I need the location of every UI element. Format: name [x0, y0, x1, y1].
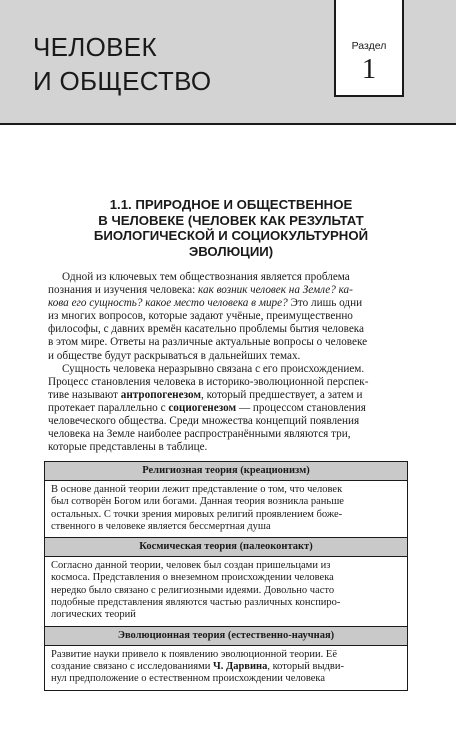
table-cell-cosmic: [45, 557, 407, 626]
cell-line: [51, 661, 401, 673]
cell-line: ственного в человеке является бессмертная душа: [51, 520, 271, 532]
italic-question: как возник человек на Земле? ка-: [198, 284, 353, 297]
text-run: создание связано с исследованиями: [51, 660, 214, 672]
text-run: , который выдви-: [267, 660, 344, 672]
paragraph-line: [48, 297, 408, 310]
paragraph-line: [48, 389, 408, 402]
cell-line: нул предположение о естественном происхождении человека: [51, 673, 326, 685]
theories-table: [44, 461, 408, 691]
cell-line: логических теорий: [51, 609, 136, 621]
paragraph-line: Сущность человека неразрывно связана с его происхождением.: [62, 362, 365, 375]
cell-line: Развитие науки привело к появлению эволюционной теории. Её: [51, 648, 337, 660]
paragraph-line: человека на Земле наиболее распространёнными являются три,: [48, 428, 351, 441]
cell-line: подобные представления являются частью различных конспиро-: [51, 597, 341, 609]
table-header-evolutionary: Эволюционная теория (естественно-научная): [45, 627, 407, 646]
cell-line: остальных. С точки зрения мировых религий проявлением боже-: [51, 508, 343, 520]
paragraph-line: Одной из ключевых тем обществознания является проблема: [62, 271, 350, 283]
cell-line: В основе данной теории лежит представление о том, что человек: [51, 484, 343, 495]
section-label: Раздел: [351, 40, 387, 52]
text-run: , который предшествует, а затем и: [201, 388, 363, 401]
cell-line: был сотворён Богом или богами. Данная теория возникла раньше: [51, 496, 344, 508]
heading-line: В ЧЕЛОВЕКЕ (ЧЕЛОВЕК КАК РЕЗУЛЬТАТ: [98, 212, 364, 228]
text-run: Это лишь одни: [287, 297, 363, 310]
cell-line: нередко было связано с религиозными идеями. Довольно часто: [51, 584, 335, 596]
section-tab: [334, 0, 404, 97]
table-header-religious: Религиозная теория (креационизм): [45, 462, 407, 481]
term-anthropogenesis: антропогенезом: [120, 388, 202, 401]
chapter-header: [0, 0, 456, 125]
heading-line: 1.1. ПРИРОДНОЕ И ОБЩЕСТВЕННОЕ: [109, 197, 353, 212]
text-run: — процессом становления: [236, 401, 366, 414]
heading-line: ЭВОЛЮЦИИ): [188, 243, 274, 259]
paragraph-line: которые представлены в таблице.: [48, 441, 208, 454]
chapter-title-line: ЧЕЛОВЕК: [33, 32, 157, 62]
cell-line: Согласно данной теории, человек был создан пришельцами из: [51, 560, 331, 572]
paragraph-line: в этом мире. Ответы на различные актуальные вопросы о человеке: [48, 336, 368, 349]
table-cell-evolutionary: [45, 646, 407, 690]
section-number: 1: [361, 53, 377, 85]
paragraph-line: [48, 402, 408, 415]
table-header-cosmic: Космическая теория (палеоконтакт): [45, 538, 407, 557]
term-sociogenesis: социогенезом: [168, 401, 237, 414]
cell-line: космоса. Представления о внеземном происхождении человека: [51, 572, 334, 584]
name-darwin: Ч. Дарвина: [213, 660, 268, 672]
paragraph-line: из многих вопросов, которые задают учёные, преимущественно: [48, 310, 353, 323]
chapter-title-line: И ОБЩЕСТВО: [33, 66, 212, 96]
paragraph-line: [48, 284, 408, 297]
text-run: протекает параллельно с: [48, 401, 169, 414]
italic-question: кова его сущность? какое место человека в мире?: [48, 297, 288, 310]
paragraph-line: философы, с давних времён касательно проблемы бытия человека: [48, 323, 365, 336]
paragraph-line: и обществе будут раскрываться в дальнейших темах.: [48, 349, 301, 362]
text-run: тиве называют: [48, 388, 121, 401]
chapter-title: [33, 30, 211, 98]
heading-line: БИОЛОГИЧЕСКОЙ И СОЦИОКУЛЬТУРНОЙ: [93, 228, 369, 243]
paragraph-line: Процесс становления человека в историко-эволюционной перспек-: [48, 375, 369, 388]
table-cell-religious: [45, 481, 407, 538]
text-run: познания и изучения человека:: [48, 284, 199, 297]
body-text: [48, 271, 408, 454]
paragraph-line: человеческого общества. Среди множества концепций появления: [48, 415, 360, 428]
section-heading: [60, 197, 402, 259]
